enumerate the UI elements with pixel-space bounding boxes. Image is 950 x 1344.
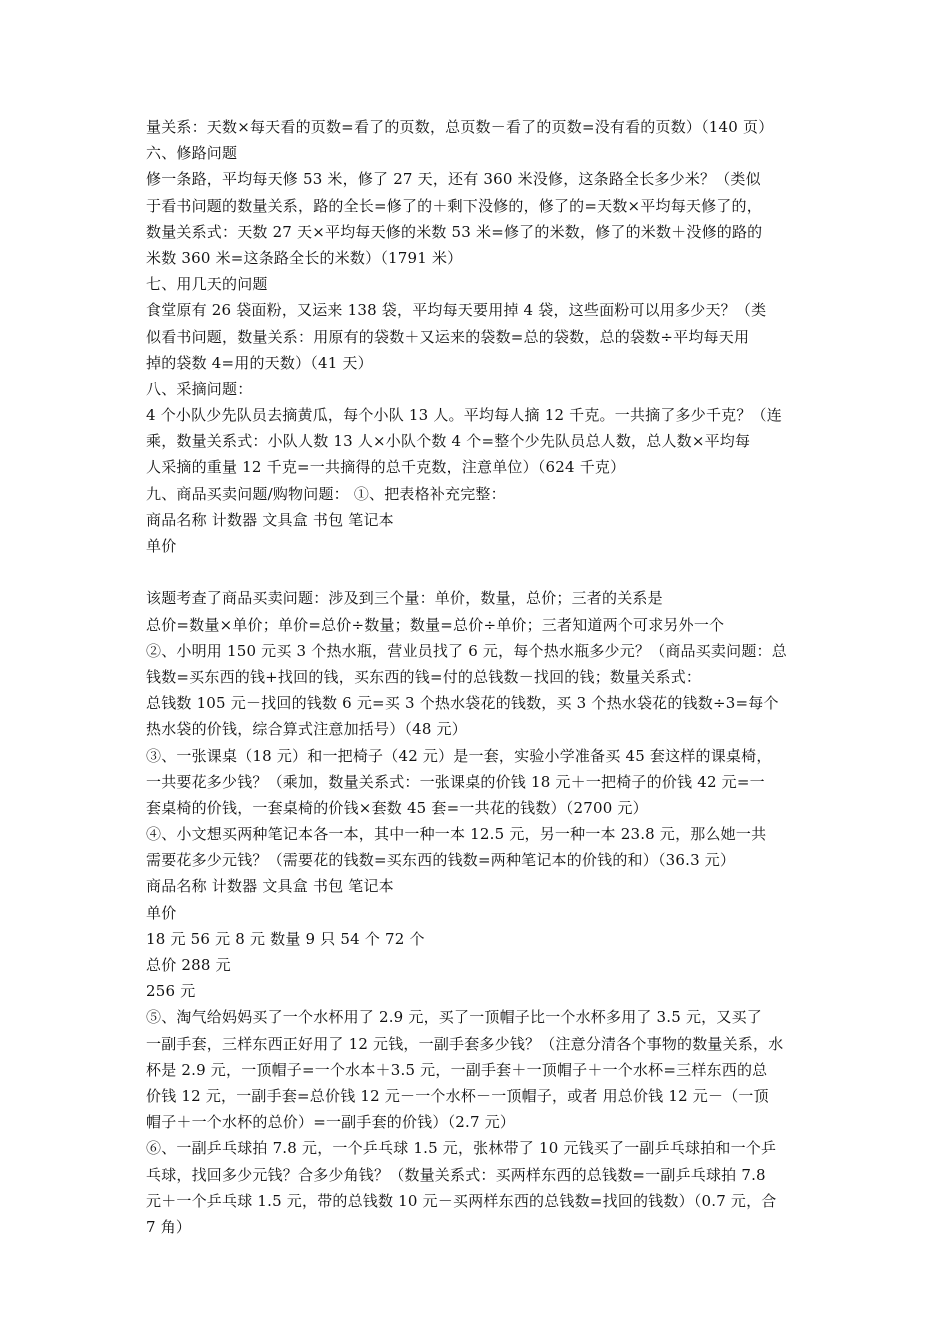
text-line: 商品名称 计数器 文具盒 书包 笔记本 xyxy=(146,510,394,529)
text-line: 乘，数量关系式：小队人数 13 人×小队个数 4 个=整个少先队员总人数，总人数×平均每 xyxy=(146,432,751,451)
text-line: ⑤、淘气给妈妈买了一个水杯用了 2.9 元，买了一顶帽子比一个水杯多用了 3.5 元，又买了 xyxy=(146,1008,762,1027)
text-line: 总钱数 105 元－找回的钱数 6 元=买 3 个热水袋花的钱数，买 3 个热水袋花的钱数÷3=每个 xyxy=(146,694,779,713)
text-line: 似看书问题，数量关系：用原有的袋数＋又运来的袋数=总的袋数，总的袋数÷平均每天用 xyxy=(146,327,750,346)
text-line: 商品名称 计数器 文具盒 书包 笔记本 xyxy=(146,877,394,896)
text-line: 修一条路，平均每天修 53 米，修了 27 天，还有 360 米没修，这条路全长多少米？（类似 xyxy=(146,170,761,189)
text-line: 量关系：天数×每天看的页数=看了的页数，总页数－看了的页数=没有看的页数）（140 页） xyxy=(146,118,774,136)
text-line: 七、用几天的问题 xyxy=(146,275,268,294)
text-line: 单价 xyxy=(146,537,177,555)
text-line: 帽子＋一个水杯的总价）=一副手套的价钱）（2.7 元） xyxy=(146,1113,516,1132)
text-line: 需要花多少元钱？（需要花的钱数=买东西的钱数=两种笔记本的价钱的和）（36.3 元） xyxy=(146,851,736,870)
text-line: 一共要花多少钱？（乘加，数量关系式：一张课桌的价钱 18 元＋一把椅子的价钱 42 元=一 xyxy=(146,772,765,791)
text-line: 该题考查了商品买卖问题：涉及到三个量：单价，数量，总价；三者的关系是 xyxy=(146,589,663,608)
text-line: ②、小明用 150 元买 3 个热水瓶，营业员找了 6 元，每个热水瓶多少元？（商品买卖问题：总 xyxy=(146,641,787,660)
document-body xyxy=(146,114,806,1240)
text-line: ④、小文想买两种笔记本各一本，其中一种一本 12.5 元，另一种一本 23.8 元，那么她一共 xyxy=(146,825,767,844)
text-line: 4 个小队少先队员去摘黄瓜，每个小队 13 人。平均每人摘 12 千克。一共摘了多少千克？（连 xyxy=(146,406,782,425)
text-line: 钱数=买东西的钱+找回的钱，买东西的钱=付的总钱数－找回的钱；数量关系式： xyxy=(146,667,702,686)
text-line: 价钱 12 元，一副手套=总价钱 12 元－一个水杯－一顶帽子，或者 用总价钱 12 元－（一顶 xyxy=(146,1086,769,1105)
text-line: 米数 360 米=这条路全长的米数）（1791 米） xyxy=(146,248,463,267)
text-line: 八、采摘问题： xyxy=(146,379,253,398)
blank-line xyxy=(146,559,806,585)
text-line: 套桌椅的价钱，一套桌椅的价钱×套数 45 套=一共花的钱数）（2700 元） xyxy=(146,798,648,817)
text-line: 256 元 xyxy=(146,982,196,1001)
text-line: 数量关系式：天数 27 天×平均每天修的米数 53 米=修了的米数，修了的米数＋没修的路的 xyxy=(146,222,763,241)
text-line: 一副手套，三样东西正好用了 12 元钱，一副手套多少钱？（注意分清各个事物的数量关系，水 xyxy=(146,1034,784,1053)
text-line: 人采摘的重量 12 千克=一共摘得的总千克数，注意单位）（624 千克） xyxy=(146,458,626,477)
text-line: 食堂原有 26 袋面粉，又运来 138 袋，平均每天要用掉 4 袋，这些面粉可以用多少天？（类 xyxy=(146,301,767,320)
text-line: 18 元 56 元 8 元 数量 9 只 54 个 72 个 xyxy=(146,929,425,948)
text-line: 六、修路问题 xyxy=(146,144,238,163)
text-line: 热水袋的价钱，综合算式注意加括号）（48 元） xyxy=(146,720,467,739)
text-line: 元＋一个乒乓球 1.5 元，带的总钱数 10 元－买两样东西的总钱数=找回的钱数）（0.7 元，合 xyxy=(146,1191,777,1210)
text-line: 杯是 2.9 元，一顶帽子=一个水本＋3.5 元，一副手套＋一顶帽子＋一个水杯=三样东西的总 xyxy=(146,1060,768,1079)
text-line: ⑥、一副乒乓球拍 7.8 元，一个乒乓球 1.5 元，张林带了 10 元钱买了一副乒乓球拍和一个乒 xyxy=(146,1139,777,1158)
text-line: 掉的袋数 4=用的天数）（41 天） xyxy=(146,353,373,372)
text-line: 乓球，找回多少元钱？合多少角钱？（数量关系式：买两样东西的总钱数=一副乒乓球拍 7.8 xyxy=(146,1165,766,1184)
text-line: ③、一张课桌（18 元）和一把椅子（42 元）是一套，实验小学准备买 45 套这样的课桌椅， xyxy=(146,746,772,765)
text-line: 总价=数量×单价；单价=总价÷数量；数量=总价÷单价；三者知道两个可求另外一个 xyxy=(146,615,725,634)
text-line: 7 角） xyxy=(146,1217,192,1236)
text-line: 九、商品买卖问题/购物问题： ①、把表格补充完整： xyxy=(146,484,506,503)
text-line: 总价 288 元 xyxy=(146,956,231,974)
text-line: 单价 xyxy=(146,903,177,922)
text-line: 于看书问题的数量关系，路的全长=修了的＋剩下没修的，修了的=天数×平均每天修了的， xyxy=(146,196,762,215)
